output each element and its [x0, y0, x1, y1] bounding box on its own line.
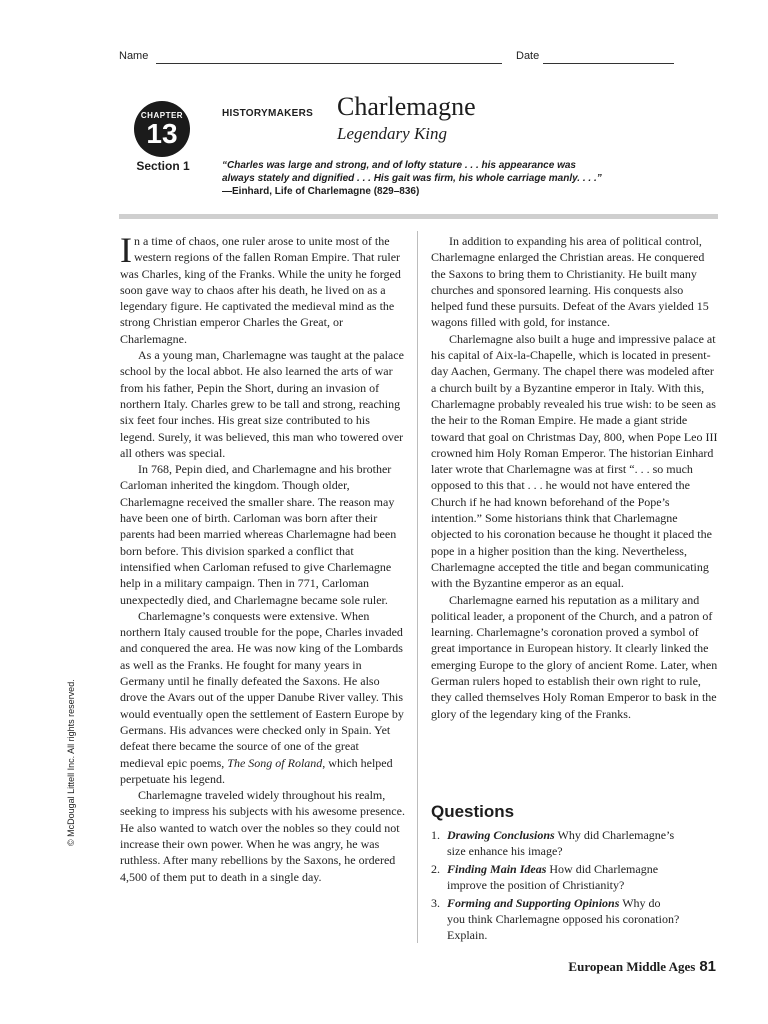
quote-line-1: “Charles was large and strong, and of lofty stature . . . his appearance was: [222, 160, 576, 171]
paragraph-text: Charlemagne’s conquests were extensive. When northern Italy caused trouble for the pope, Charles invaded and conquered the area. He was now king of the Lombards as well as the Franks. He fought for many years in Germany until he finally defeated the Saxons. He also drove the Avars out of the upper Danube River valley. This would eventually open the settlement of Eastern Europe by Germans. His advances were checked only in Spain. Yet defeat there became the source of one of the great medieval epic poems,: [120, 608, 404, 770]
paragraph: Charlemagne also built a huge and impressive palace at his capital of Aix-la-Chapelle, which is located in present-day Aachen, Germany. The chapel there was modeled after a church built by a Byzantine emperor in Italy. With this, Charlemagne probably revealed his true wish: to be seen as the heir to the Roman Empire. He made a giant stride toward that goal on Christmas Day, 800, when Pope Leo III crowned him Holy Roman Emperor. The historian Einhard later wrote that Charlemagne was at first “. . . so much opposed to this that . . . he would not have entered the Church if he had known beforehand of the Pope’s intention.” Some historians think that Charlemagne objected to his coronation because he thought it placed the pope in a higher position than the king. Nevertheless, Charlemagne accepted the title and began communicating with the Byzantine emperor as an equal.: [431, 331, 718, 591]
paragraph: Charlemagne traveled widely throughout his realm, seeking to impress his subjects with his awesome presence. He also wanted to watch over the nobles so they could not increase their own power. When he was angry, he was ruthless. After many rebellions by the Saxons, he ordered 4,500 of them put to death in a single day.: [120, 788, 405, 884]
work-title: The Song of Roland: [227, 755, 323, 770]
question-number: 1.: [431, 828, 440, 842]
footer-book-title: European Middle Ages: [568, 959, 696, 974]
feature-label: HISTORYMAKERS: [222, 108, 314, 119]
column-divider: [417, 231, 418, 943]
quote-source-prefix: —Einhard,: [222, 186, 275, 197]
date-label: Date: [516, 50, 540, 62]
paragraph: In addition to expanding his area of political control, Charlemagne enlarged the Christian areas. He conquered the Saxons to bring them to Christianity. He built many churches and sponsored learning. His conquests also helped fund these pursuits. Defeat of the Avars yielded 15 wagons filled with gold, for instance.: [431, 234, 709, 330]
question-label: Forming and Supporting Opinions: [447, 896, 620, 910]
question-text: How did Charlemagne: [546, 862, 659, 876]
page-footer: [568, 958, 716, 975]
paragraph-text: n a time of chaos, one ruler arose to unite most of the western regions of the fallen Roman Empire. That ruler was Charles, king of the Franks. While the unity he forged soon gave way to chaos after his death, he lived on as a legendary figure. He captivated the medieval mind as the strong Christian emperor Charles the Great, or Charlemagne.: [120, 234, 401, 346]
paragraph: Charlemagne earned his reputation as a military and political leader, a proponent of the Church, and a patron of learning. Charlemagne’s coronation proved a symbol of great importance in European history. It clearly linked the emerging Europe to the glory of ancient Rome. Later, when German rulers hoped to establish their own right to rule, they called themselves Holy Roman Emperor to bask in the glory of the legendary king of the Franks.: [431, 592, 718, 721]
page-subtitle: Legendary King: [337, 124, 448, 143]
quote-source: [222, 185, 662, 198]
question-item: [431, 895, 716, 943]
question-text: size enhance his image?: [447, 844, 563, 858]
question-text: Why did Charlemagne’s: [554, 828, 675, 842]
chapter-badge: [134, 101, 190, 157]
page-title: Charlemagne: [337, 92, 476, 121]
question-text: improve the position of Christianity?: [447, 878, 625, 892]
chapter-number: 13: [146, 118, 178, 149]
left-column: [120, 230, 405, 885]
question-item: [431, 861, 716, 893]
question-item: [431, 827, 716, 859]
section-label: Section 1: [136, 159, 190, 173]
copyright-notice: © McDougal Littell Inc. All rights reserved.: [66, 679, 76, 846]
quote-source-work: Life of Charlemagne: [274, 186, 371, 197]
header-divider: [119, 214, 718, 219]
paragraph: [120, 608, 405, 787]
question-text: Why do: [619, 896, 661, 910]
drop-cap: I: [120, 230, 132, 270]
epigraph-quote: [222, 159, 662, 198]
question-number: 3.: [431, 896, 440, 910]
right-column: [431, 233, 718, 722]
questions-heading: Questions: [431, 802, 515, 821]
chapter-label: CHAPTER: [140, 111, 184, 120]
name-field-line[interactable]: [156, 63, 502, 64]
quote-line-2: always stately and dignified . . . His gait was firm, his whole carriage manly. . . .”: [222, 173, 602, 184]
paragraph: [120, 230, 405, 347]
question-text: you think Charlemagne opposed his coronation? Explain.: [447, 912, 680, 942]
paragraph-text: , which helped perpetuate his legend.: [120, 755, 393, 786]
page-number: 81: [699, 958, 716, 975]
paragraph: As a young man, Charlemagne was taught at the palace school by the local abbot. He also learned the arts of war from his father, Pepin the Short, during an invasion of northern Italy. Charles grew to be tall and strong, reaching six feet four inches. His great size contributed to his legend. Surely, it was believed, this man who towered over all others was special.: [120, 348, 404, 460]
date-field-line[interactable]: [543, 63, 674, 64]
name-label: Name: [119, 50, 149, 62]
quote-source-dates: (829–836): [370, 186, 420, 197]
question-number: 2.: [431, 862, 440, 876]
question-label: Finding Main Ideas: [447, 862, 547, 876]
question-label: Drawing Conclusions: [447, 828, 555, 842]
paragraph: In 768, Pepin died, and Charlemagne and his brother Carloman inherited the kingdom. Though older, Charlemagne received the smaller share. The reason may have been one of birth. Carloman was born after their parents had been married whereas Charlemagne had been born before. This division sparked a conflict that intensified when Carloman refused to give Charlemagne help in a military campaign. Then in 771, Carloman unexpectedly died, and Charlemagne became sole ruler.: [120, 462, 397, 607]
